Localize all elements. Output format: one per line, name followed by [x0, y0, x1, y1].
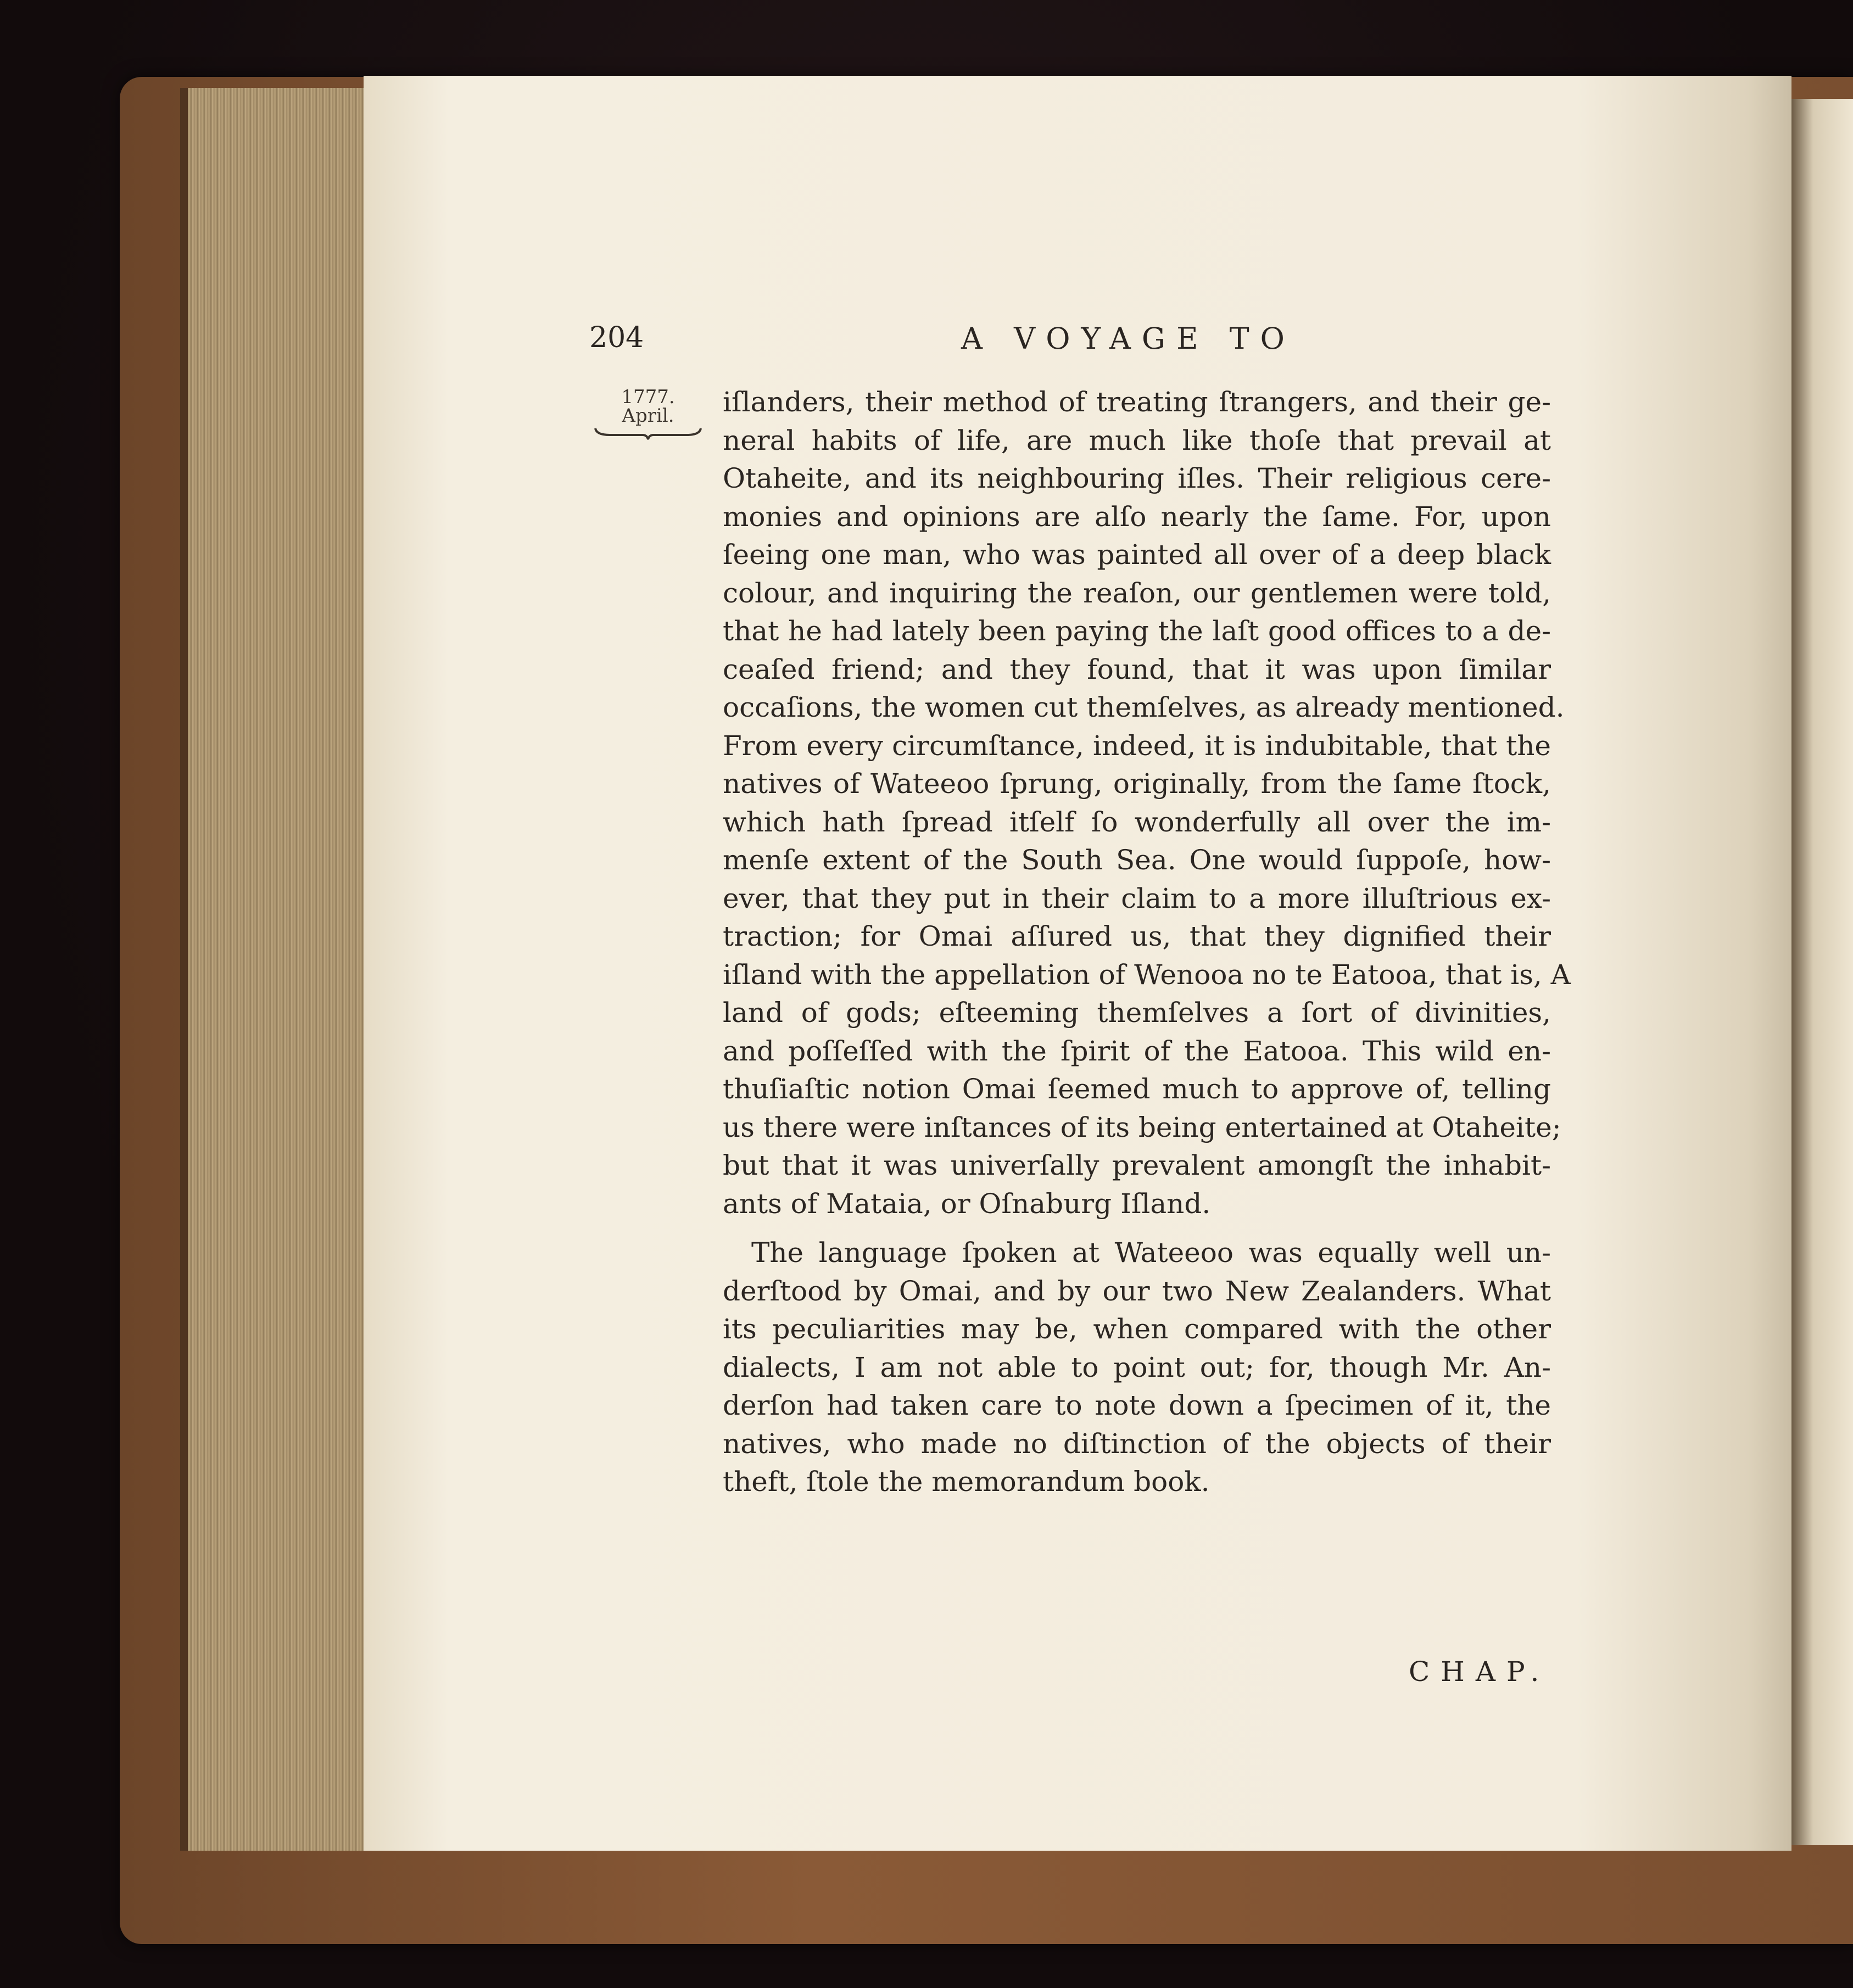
- text-line: land of gods; eſteeming themſelves a ſort of divinities,: [723, 997, 1551, 1029]
- text-line: derſon had taken care to note down a ſpecimen of it, the: [723, 1389, 1551, 1421]
- margin-month: April.: [622, 405, 674, 427]
- text-line: occaſions, the women cut themſelves, as already mentioned.: [723, 691, 1565, 723]
- text-line: From every circumſtance, indeed, it is indubitable, that the: [723, 729, 1551, 762]
- text-line: The language ſpoken at Wateeoo was equally well un-: [751, 1237, 1551, 1269]
- page-stack-edge: [180, 88, 375, 1851]
- running-title: A VOYAGE TO: [961, 321, 1296, 356]
- margin-date-note: [593, 388, 703, 440]
- text-line: that he had lately been paying the laſt good offices to a de-: [723, 615, 1551, 647]
- text-line: neral habits of life, are much like thoſe that prevail at: [723, 424, 1551, 456]
- text-line: iſland with the appellation of Wenooa no te Eatooa, that is, A: [723, 958, 1571, 991]
- text-line: which hath ſpread itſelf ſo wonderfully all over the im-: [723, 806, 1551, 838]
- text-line: dialects, I am not able to point out; for, though Mr. An-: [723, 1351, 1551, 1383]
- text-line: ever, that they put in their claim to a more illuſtrious ex-: [723, 882, 1551, 914]
- text-line: monies and opinions are alſo nearly the ſame. For, upon: [723, 500, 1551, 533]
- page-body: [723, 383, 1571, 1501]
- text-line: ſeeing one man, who was painted all over of a deep black: [723, 539, 1551, 571]
- text-line: menſe extent of the South Sea. One would ſuppoſe, how-: [723, 844, 1551, 876]
- margin-year: 1777.: [621, 386, 675, 408]
- text-line: us there were inſtances of its being entertained at Otaheite;: [723, 1111, 1561, 1143]
- text-line: natives, who made no diſtinction of the objects of their: [723, 1427, 1551, 1460]
- text-line: colour, and inquiring the reaſon, our gentlemen were told,: [723, 577, 1551, 609]
- page-number: 204: [589, 321, 644, 354]
- paragraph-2: [723, 1234, 1551, 1501]
- catchword: CHAP.: [1409, 1656, 1550, 1688]
- text-line: its peculiarities may be, when compared with the other: [723, 1313, 1551, 1345]
- text-line: thuſiaſtic notion Omai ſeemed much to approve of, telling: [723, 1073, 1551, 1105]
- brace-icon: [593, 427, 703, 440]
- text-line: but that it was univerſally prevalent amongſt the inhabit-: [723, 1149, 1551, 1181]
- paragraph-1: [723, 383, 1571, 1223]
- text-line: natives of Wateeoo ſprung, originally, from the ſame ſtock,: [723, 768, 1551, 800]
- text-line: ants of Mataia, or Oſnaburg Iſland.: [723, 1187, 1211, 1220]
- facing-page-edge: [1791, 99, 1853, 1845]
- text-line: iſlanders, their method of treating ſtrangers, and their ge-: [723, 386, 1551, 418]
- text-line: Otaheite, and its neighbouring iſles. Their religious cere-: [723, 462, 1551, 494]
- text-line: and poſſeſſed with the ſpirit of the Eatooa. This wild en-: [723, 1035, 1551, 1067]
- text-line: ceaſed friend; and they found, that it was upon ſimilar: [723, 653, 1551, 685]
- text-line: derſtood by Omai, and by our two New Zealanders. What: [723, 1275, 1551, 1307]
- text-line: traction; for Omai aſſured us, that they dignified their: [723, 920, 1551, 952]
- text-line: theft, ſtole the memorandum book.: [723, 1466, 1210, 1498]
